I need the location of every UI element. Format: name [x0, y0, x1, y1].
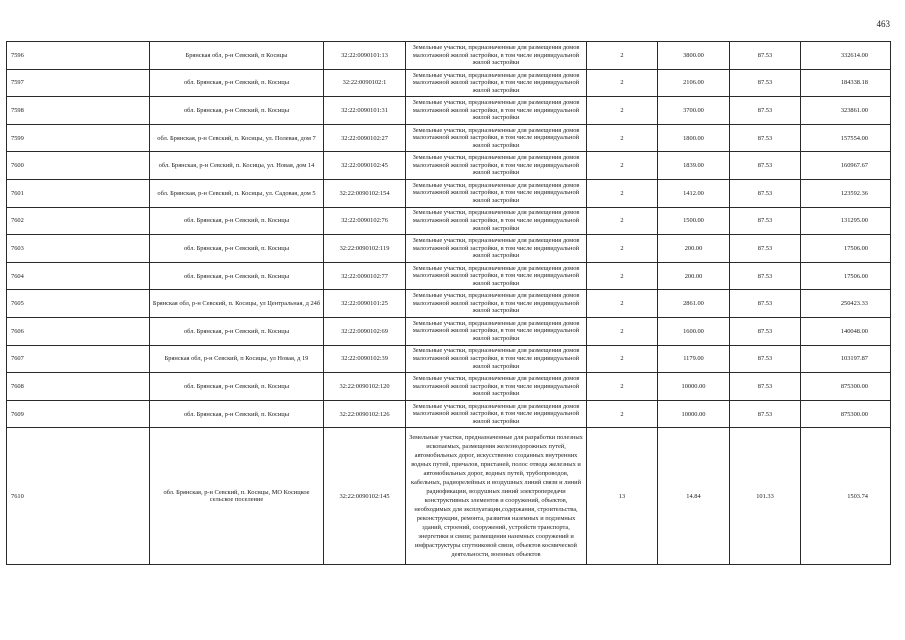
group-number-cell: 2 — [587, 69, 658, 97]
group-number-cell: 2 — [587, 317, 658, 345]
row-number-cell: 7598 — [7, 97, 150, 125]
cadastral-number-cell: 32:22:0090101:31 — [324, 97, 406, 125]
area-cell: 3700.00 — [658, 97, 730, 125]
cadastral-number-cell: 32:22:0090102:154 — [324, 179, 406, 207]
page-number: 463 — [876, 19, 890, 29]
cadastral-value-cell: 184338.18 — [801, 69, 891, 97]
area-cell: 3800.00 — [658, 42, 730, 70]
cadastral-value-cell: 250423.33 — [801, 290, 891, 318]
group-number-cell: 2 — [587, 400, 658, 428]
address-cell: обл. Брянская, р-н Севский, п. Косицы — [150, 97, 324, 125]
land-use-purpose-cell: Земельные участки, предназначенные для размещения домов малоэтажной жилой застройки, в том числе индивидуальной жилой застройки — [406, 97, 587, 125]
table-row — [7, 235, 891, 263]
area-cell: 1500.00 — [658, 207, 730, 235]
area-cell: 200.00 — [658, 235, 730, 263]
land-use-purpose-cell: Земельные участки, предназначенные для размещения домов малоэтажной жилой застройки, в том числе индивидуальной жилой застройки — [406, 317, 587, 345]
group-number-cell: 2 — [587, 373, 658, 401]
table-row — [7, 345, 891, 373]
specific-value-cell: 87.53 — [730, 207, 801, 235]
land-use-purpose-cell: Земельные участки, предназначенные для размещения домов малоэтажной жилой застройки, в том числе индивидуальной жилой застройки — [406, 400, 587, 428]
cadastral-value-cell: 140048.00 — [801, 317, 891, 345]
row-number-cell: 7607 — [7, 345, 150, 373]
land-use-purpose-cell: Земельные участки, предназначенные для размещения домов малоэтажной жилой застройки, в том числе индивидуальной жилой застройки — [406, 42, 587, 70]
table-row — [7, 428, 891, 565]
land-use-purpose-cell: Земельные участки, предназначенные для размещения домов малоэтажной жилой застройки, в том числе индивидуальной жилой застройки — [406, 235, 587, 263]
area-cell: 10000.00 — [658, 400, 730, 428]
area-cell: 2861.00 — [658, 290, 730, 318]
group-number-cell: 2 — [587, 345, 658, 373]
land-use-purpose-cell: Земельные участки, предназначенные для размещения домов малоэтажной жилой застройки, в том числе индивидуальной жилой застройки — [406, 290, 587, 318]
cadastral-value-cell: 131295.00 — [801, 207, 891, 235]
area-cell: 2106.00 — [658, 69, 730, 97]
cadastral-value-cell: 1503.74 — [801, 428, 891, 565]
specific-value-cell: 87.53 — [730, 152, 801, 180]
cadastral-value-cell: 160967.67 — [801, 152, 891, 180]
table-row — [7, 152, 891, 180]
address-cell: Брянская обл, р-н Севский, п Косицы — [150, 42, 324, 70]
land-use-purpose-cell: Земельные участки, предназначенные для размещения домов малоэтажной жилой застройки, в том числе индивидуальной жилой застройки — [406, 124, 587, 152]
specific-value-cell: 87.53 — [730, 345, 801, 373]
land-use-purpose-cell: Земельные участки, предназначенные для размещения домов малоэтажной жилой застройки, в том числе индивидуальной жилой застройки — [406, 152, 587, 180]
address-cell: обл. Брянская, р-н Севский, п. Косицы, ул. Новая, дом 14 — [150, 152, 324, 180]
address-cell: обл. Брянская, р-н Севский, п. Косицы — [150, 235, 324, 263]
address-cell: обл. Брянская, р-н Севский, п. Косицы — [150, 400, 324, 428]
row-number-cell: 7610 — [7, 428, 150, 565]
land-use-purpose-cell: Земельные участки, предназначенные для размещения домов малоэтажной жилой застройки, в том числе индивидуальной жилой застройки — [406, 207, 587, 235]
group-number-cell: 2 — [587, 97, 658, 125]
land-use-purpose-cell: Земельные участки, предназначенные для размещения домов малоэтажной жилой застройки, в том числе индивидуальной жилой застройки — [406, 345, 587, 373]
cadastral-number-cell: 32:22:0090102:77 — [324, 262, 406, 290]
address-cell: обл. Брянская, р-н Севский, п. Косицы, ул. Садовая, дом 5 — [150, 179, 324, 207]
table-row — [7, 207, 891, 235]
group-number-cell: 2 — [587, 207, 658, 235]
cadastral-number-cell: 32:22:0090102:76 — [324, 207, 406, 235]
specific-value-cell: 87.53 — [730, 42, 801, 70]
cadastral-number-cell: 32:22:0090102:119 — [324, 235, 406, 263]
cadastral-value-cell: 103197.87 — [801, 345, 891, 373]
row-number-cell: 7596 — [7, 42, 150, 70]
specific-value-cell: 87.53 — [730, 69, 801, 97]
table-row — [7, 179, 891, 207]
table-row — [7, 262, 891, 290]
group-number-cell: 2 — [587, 179, 658, 207]
cadastral-number-cell: 32:22:0090102:27 — [324, 124, 406, 152]
area-cell: 14.84 — [658, 428, 730, 565]
address-cell: обл. Брянская, р-н Севский, п. Косицы — [150, 317, 324, 345]
table-row — [7, 124, 891, 152]
group-number-cell: 2 — [587, 262, 658, 290]
row-number-cell: 7604 — [7, 262, 150, 290]
land-use-purpose-cell: Земельные участки, предназначенные для размещения домов малоэтажной жилой застройки, в том числе индивидуальной жилой застройки — [406, 373, 587, 401]
row-number-cell: 7602 — [7, 207, 150, 235]
specific-value-cell: 87.53 — [730, 400, 801, 428]
address-cell: обл. Брянская, р-н Севский, п. Косицы, ул. Полевая, дом 7 — [150, 124, 324, 152]
specific-value-cell: 87.53 — [730, 179, 801, 207]
specific-value-cell: 101.33 — [730, 428, 801, 565]
cadastral-number-cell: 32:22:0090102:69 — [324, 317, 406, 345]
row-number-cell: 7601 — [7, 179, 150, 207]
table-row — [7, 42, 891, 70]
table-row — [7, 400, 891, 428]
area-cell: 1800.00 — [658, 124, 730, 152]
row-number-cell: 7605 — [7, 290, 150, 318]
row-number-cell: 7609 — [7, 400, 150, 428]
cadastral-number-cell: 32:22:0090102:45 — [324, 152, 406, 180]
land-use-purpose-cell: Земельные участки, предназначенные для размещения домов малоэтажной жилой застройки, в том числе индивидуальной жилой застройки — [406, 69, 587, 97]
specific-value-cell: 87.53 — [730, 124, 801, 152]
cadastral-value-cell: 875300.00 — [801, 373, 891, 401]
cadastral-number-cell: 32:22:0090102:145 — [324, 428, 406, 565]
cadastral-number-cell: 32:22:0090102:120 — [324, 373, 406, 401]
address-cell: обл. Брянская, р-н Севский, п. Косицы — [150, 207, 324, 235]
row-number-cell: 7597 — [7, 69, 150, 97]
specific-value-cell: 87.53 — [730, 235, 801, 263]
table-body — [7, 42, 891, 565]
address-cell: обл. Брянская, р-н Севский, п. Косицы — [150, 69, 324, 97]
cadastral-number-cell: 32:22:0090102:39 — [324, 345, 406, 373]
row-number-cell: 7599 — [7, 124, 150, 152]
table-row — [7, 69, 891, 97]
group-number-cell: 2 — [587, 290, 658, 318]
cadastral-value-cell: 332614.00 — [801, 42, 891, 70]
area-cell: 1179.00 — [658, 345, 730, 373]
row-number-cell: 7608 — [7, 373, 150, 401]
address-cell: Брянская обл, р-н Севский, п. Косицы, ул Центральная, д 24б — [150, 290, 324, 318]
area-cell: 10000.00 — [658, 373, 730, 401]
cadastral-number-cell: 32:22:0090102:1 — [324, 69, 406, 97]
cadastral-value-cell: 17506.00 — [801, 235, 891, 263]
specific-value-cell: 87.53 — [730, 262, 801, 290]
row-number-cell: 7600 — [7, 152, 150, 180]
cadastral-number-cell: 32:22:0090101:13 — [324, 42, 406, 70]
cadastral-number-cell: 32:22:0090101:25 — [324, 290, 406, 318]
cadastral-value-cell: 17506.00 — [801, 262, 891, 290]
table-row — [7, 290, 891, 318]
table-row — [7, 373, 891, 401]
address-cell: обл. Брянская, р-н Севский, п. Косицы — [150, 373, 324, 401]
table-row — [7, 317, 891, 345]
area-cell: 1412.00 — [658, 179, 730, 207]
specific-value-cell: 87.53 — [730, 290, 801, 318]
address-cell: обл. Брянская, р-н Севский, п. Косицы, МО Косицкое сельское поселение — [150, 428, 324, 565]
specific-value-cell: 87.53 — [730, 373, 801, 401]
cadastral-value-cell: 323861.00 — [801, 97, 891, 125]
address-cell: Брянская обл, р-н Севский, п Косицы, ул Новая, д 19 — [150, 345, 324, 373]
land-plot-table — [6, 41, 891, 565]
cadastral-value-cell: 123592.36 — [801, 179, 891, 207]
group-number-cell: 2 — [587, 124, 658, 152]
land-use-purpose-cell: Земельные участки, предназначенные для размещения домов малоэтажной жилой застройки, в том числе индивидуальной жилой застройки — [406, 179, 587, 207]
row-number-cell: 7606 — [7, 317, 150, 345]
group-number-cell: 2 — [587, 42, 658, 70]
specific-value-cell: 87.53 — [730, 317, 801, 345]
area-cell: 1839.00 — [658, 152, 730, 180]
area-cell: 1600.00 — [658, 317, 730, 345]
cadastral-value-cell: 875300.00 — [801, 400, 891, 428]
group-number-cell: 2 — [587, 235, 658, 263]
land-use-purpose-cell: Земельные участки, предназначенные для разработки полезных ископаемых, размещения железнодорожных путей, автомобильных дорог, искусственно созданных внутренних водных путей, причалов, пристаней, полос отвода железных и автомобильных дорог, водных путей, трубопроводов, кабельных, радиорелейных и воздушных линий связи и линий радиофикации, воздушных линий электропередачи конструктивных элементов и сооружений, объектов, необходимых для эксплуатации,содержания, строительства, реконструкции, ремонта, развития наземных и подземных зданий, строений, сооружений, устройств транспорта, энергетики и связи; размещения наземных сооружений и инфраструктуры спутниковой связи, объектов космической деятельности, военных объектов — [406, 428, 587, 565]
row-number-cell: 7603 — [7, 235, 150, 263]
group-number-cell: 13 — [587, 428, 658, 565]
cadastral-number-cell: 32:22:0090102:126 — [324, 400, 406, 428]
land-use-purpose-cell: Земельные участки, предназначенные для размещения домов малоэтажной жилой застройки, в том числе индивидуальной жилой застройки — [406, 262, 587, 290]
table-row — [7, 97, 891, 125]
specific-value-cell: 87.53 — [730, 97, 801, 125]
cadastral-value-cell: 157554.00 — [801, 124, 891, 152]
address-cell: обл. Брянская, р-н Севский, п. Косицы — [150, 262, 324, 290]
group-number-cell: 2 — [587, 152, 658, 180]
area-cell: 200.00 — [658, 262, 730, 290]
